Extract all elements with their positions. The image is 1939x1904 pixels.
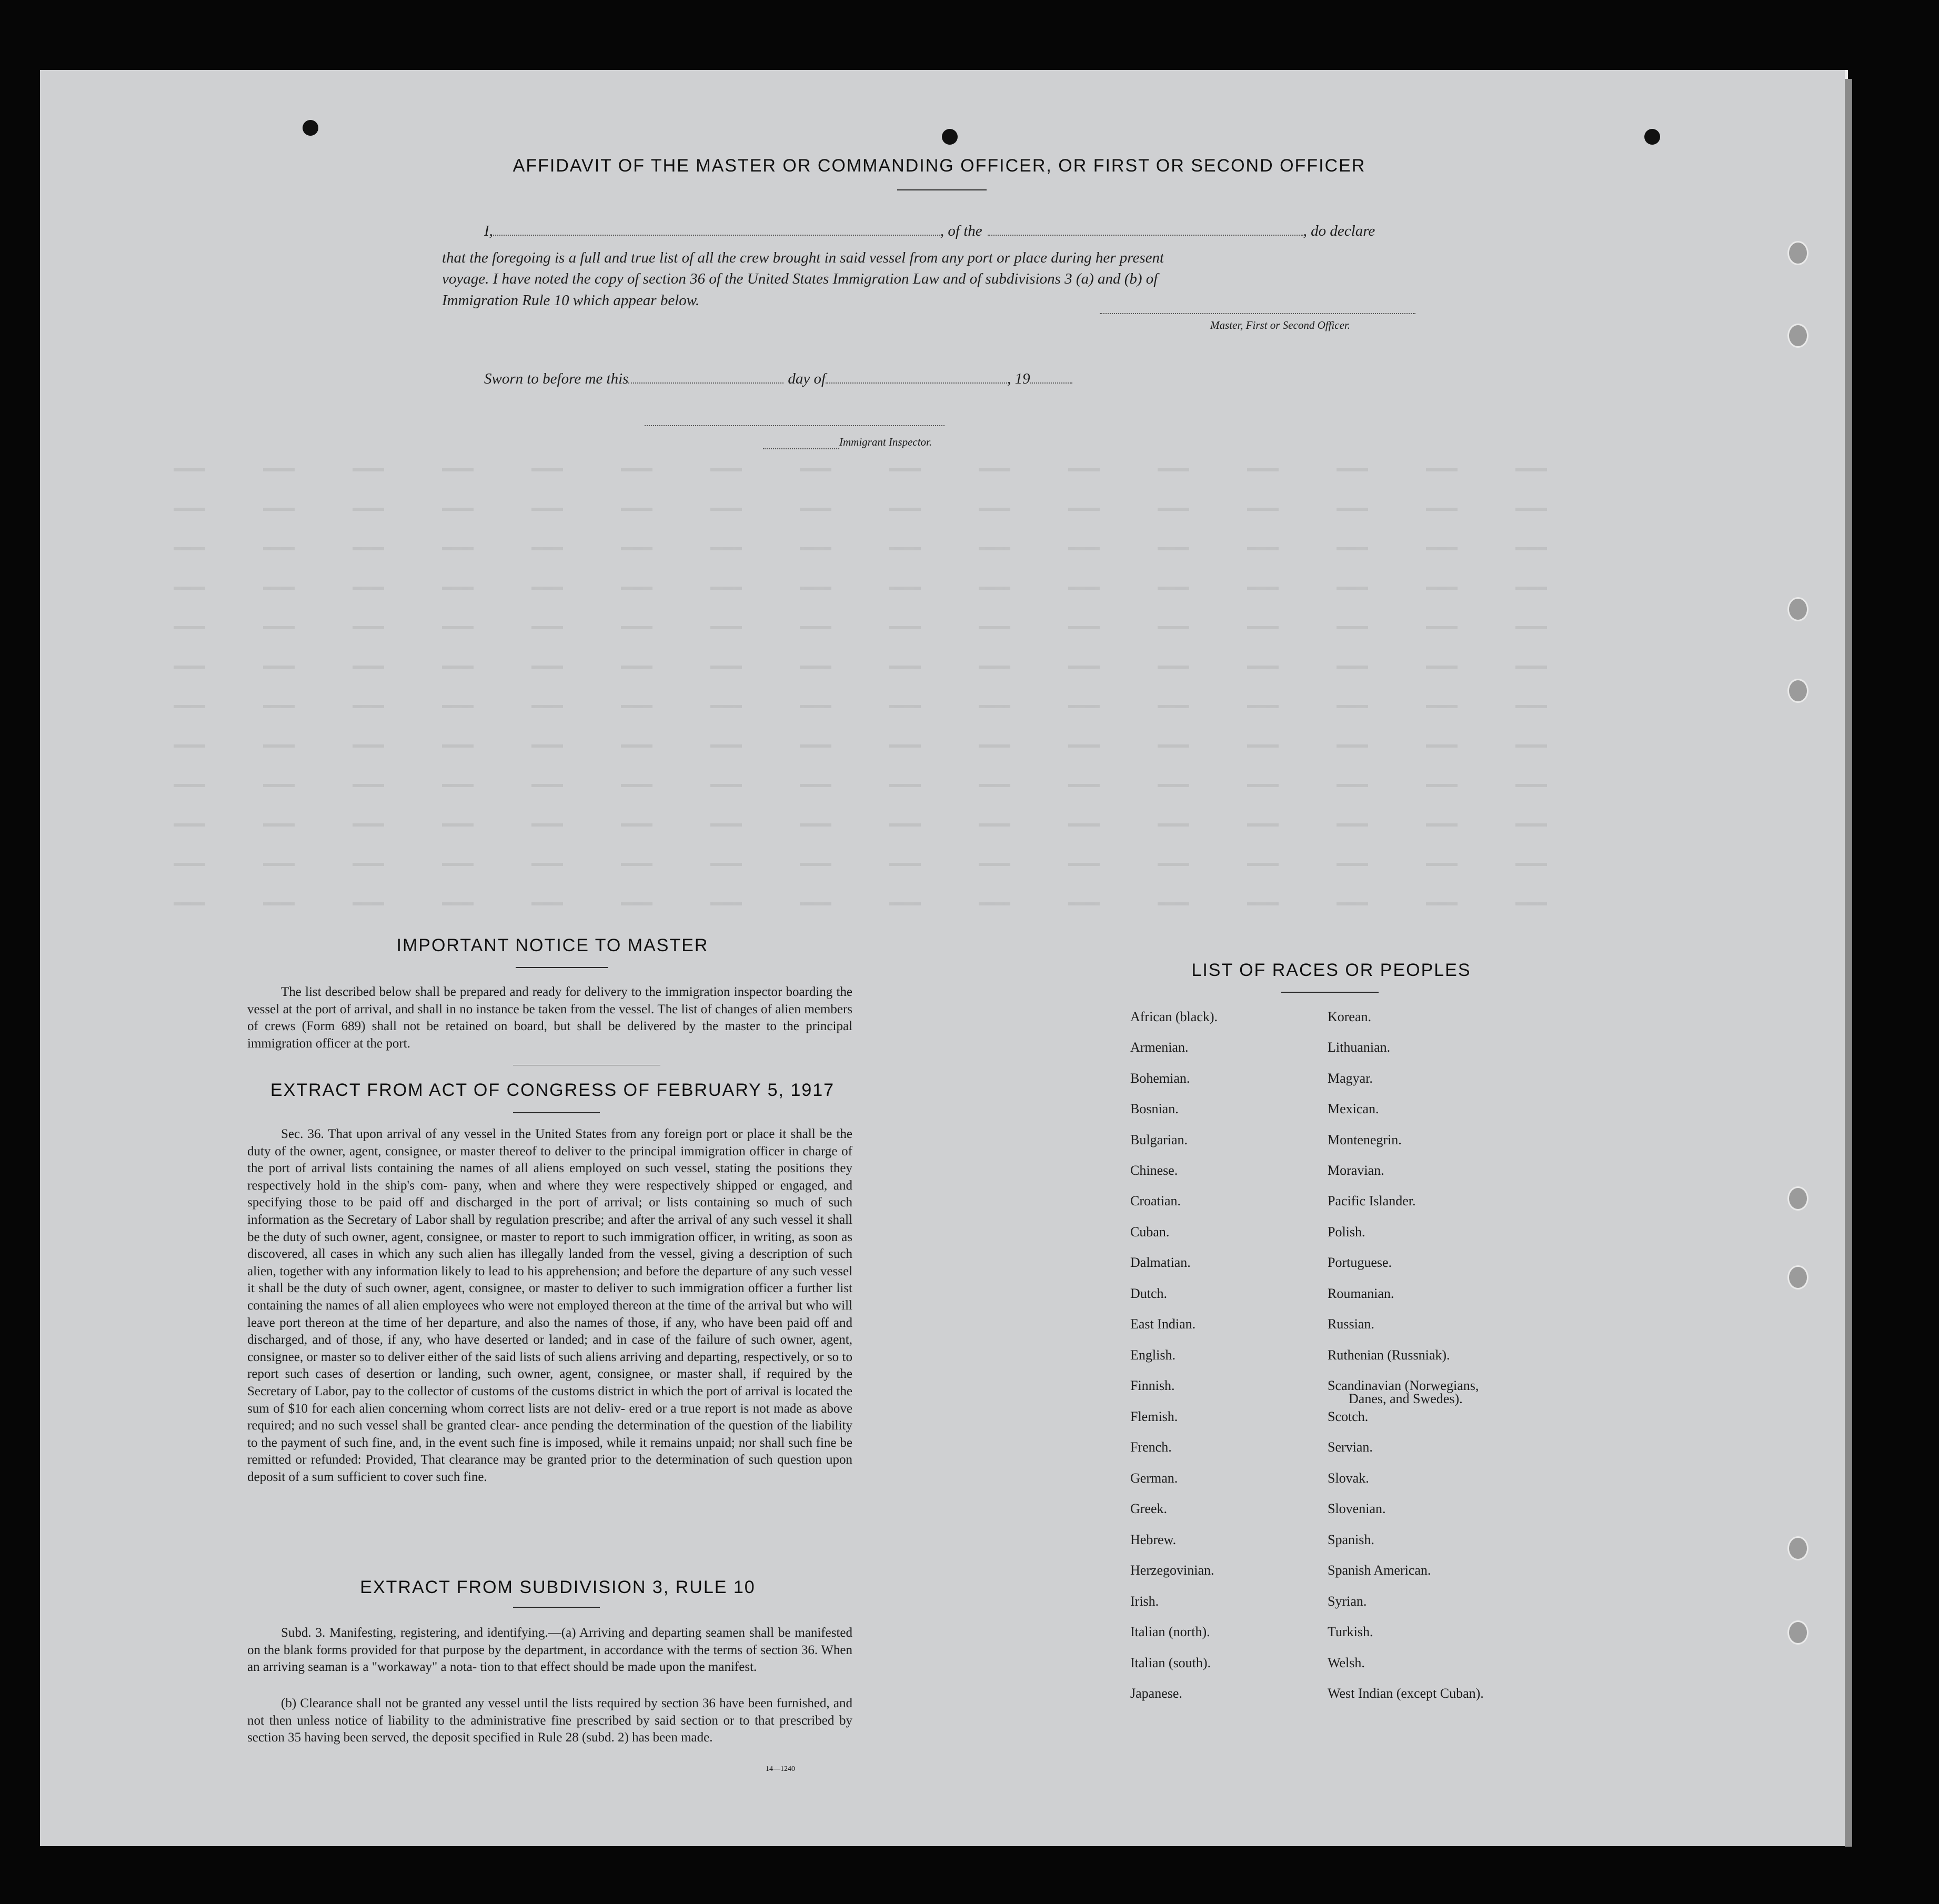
binder-ring	[1787, 1186, 1809, 1211]
races-title: LIST OF RACES OR PEOPLES	[1191, 960, 1471, 980]
race-item: Italian (south).	[1130, 1655, 1211, 1670]
race-item: Mexican.	[1328, 1101, 1379, 1116]
race-item: Cuban.	[1130, 1224, 1170, 1240]
race-item: Servian.	[1328, 1439, 1373, 1455]
title-underline	[897, 189, 987, 190]
race-item: Greek.	[1130, 1501, 1168, 1516]
signature-line	[1100, 313, 1415, 314]
race-item: English.	[1130, 1347, 1176, 1363]
race-item: Dalmatian.	[1130, 1255, 1191, 1270]
binder-ring	[1787, 597, 1809, 621]
sworn-prefix: Sworn to before me this	[484, 370, 629, 387]
race-item: Spanish American.	[1328, 1563, 1431, 1578]
race-item: Polish.	[1328, 1224, 1365, 1240]
race-item: Turkish.	[1328, 1624, 1373, 1639]
race-item: Bulgarian.	[1130, 1132, 1188, 1147]
race-item: Italian (north).	[1130, 1624, 1210, 1639]
race-item: Russian.	[1328, 1316, 1374, 1332]
affidavit-of-the: , of the	[940, 223, 982, 239]
race-item: Slovak.	[1328, 1470, 1369, 1486]
rule-title: EXTRACT FROM SUBDIVISION 3, RULE 10	[360, 1577, 756, 1597]
race-item: Pacific Islander.	[1328, 1193, 1416, 1208]
races-underline	[1281, 992, 1379, 993]
signature-label: Master, First or Second Officer.	[1210, 319, 1350, 331]
race-item: Welsh.	[1328, 1655, 1365, 1670]
race-item: Ruthenian (Russniak).	[1328, 1347, 1450, 1363]
race-item: French.	[1130, 1439, 1172, 1455]
race-item: Slovenian.	[1328, 1501, 1386, 1516]
punch-hole	[1644, 129, 1660, 145]
affidavit-do-declare: , do declare	[1303, 223, 1375, 239]
form-number: 14—1240	[766, 1765, 795, 1773]
rule-text-b: (b) Clearance shall not be granted any vessel until the lists required by section 36 have been furnished, and not then unless notice of liability to the administrative fine prescribed by said section or to that prescribed by section 35 having been served, the deposit specified in Rule 28 (subd. 2) has been made.	[247, 1696, 853, 1745]
punch-hole	[303, 120, 318, 136]
act-underline	[513, 1112, 600, 1113]
day-blank	[628, 382, 783, 384]
race-item: Flemish.	[1130, 1409, 1178, 1424]
binder-ring	[1787, 241, 1809, 265]
notice-underline	[516, 967, 608, 968]
race-item: Portuguese.	[1328, 1255, 1392, 1270]
year-blank	[1030, 382, 1072, 384]
race-item-continuation: Danes, and Swedes).	[1349, 1391, 1463, 1406]
race-item: Montenegrin.	[1328, 1132, 1402, 1147]
inspector-label: Immigrant Inspector.	[839, 436, 932, 448]
race-item: Magyar.	[1328, 1071, 1373, 1086]
page-edge-shadow	[1845, 79, 1852, 1847]
race-item: African (black).	[1130, 1009, 1218, 1024]
race-item: Korean.	[1328, 1009, 1372, 1024]
race-item: Bohemian.	[1130, 1071, 1190, 1086]
race-item: Scotch.	[1328, 1409, 1369, 1424]
race-item: Spanish.	[1328, 1532, 1374, 1547]
binder-ring	[1787, 679, 1809, 703]
binder-ring	[1787, 324, 1809, 348]
race-item: Scandinavian (Norwegians,	[1328, 1378, 1479, 1393]
notice-text: The list described below shall be prepared and ready for delivery to the immigration inspector boarding the vessel at the port of arrival, and shall in no instance be taken from the vessel. The list of changes of alien members of crews (Form 689) shall not be retained on board, but shall be delivered by the master to the principal immigration officer at the port.	[247, 985, 853, 1051]
act-title: EXTRACT FROM ACT OF CONGRESS OF FEBRUARY 5, 1917	[270, 1080, 835, 1100]
race-item: Bosnian.	[1130, 1101, 1179, 1116]
race-item: Lithuanian.	[1328, 1040, 1391, 1055]
act-text: Sec. 36. That upon arrival of any vessel in the United States from any foreign port or place it shall be the duty of the owner, agent, consignee, or master thereof to deliver to the principal immigration officer in charge of the port of arrival lists containing the names of all aliens employed on such vessel, stating the positions they respectively hold in the ship's com- pany, when and where they were respectively shipped or engaged, and specifying those to be paid off and discharged in the port of arrival; or lists containing so much of such information as the Secretary of Labor shall by regulation prescribe; and after the arrival of any such vessel it shall be the duty of such owner, agent, consignee, or master to report to such immigration officer, in writing, as soon as discovered, all cases in which any such alien has illegally landed from the vessel, giving a description of such alien, together with any information likely to lead to his apprehension; and before the departure of any such vessel it shall be the duty of such owner, agent, consignee, or master to deliver to such immigration officer a further list containing the names of all alien employees who were not employed thereon at the time of the arrival but who will leave port thereon at the time of her departure, and also the names of those, if any, who have been paid off and discharged, and of those, if any, who have deserted or landed; and in case of the failure of such owner, agent, consignee, or master so to deliver either of the said lists of such aliens arriving and departing, respectively, or so to report such cases of desertion or landing, such owner, agent, consignee, or master shall, if required by the Secretary of Labor, pay to the collector of customs of the customs district in which the port of arrival is located the sum of $10 for each alien concerning whom correct lists are not deliv- ered or a true report is not made as above required; and no such vessel shall be granted clear- ance pending the determination of the question of the liability to the payment of such fine, and, in the event such fine is imposed, while it remains unpaid; nor shall such fine be remitted or refunded: Provided, That clearance may be granted prior to the determination of such question upon deposit of a sum sufficient to cover such fine.	[247, 1127, 853, 1484]
rule-text-a: Subd. 3. Manifesting, registering, and identifying.—(a) Arriving and departing seamen shall be manifested on the blank forms provided for that purpose by the department, in accordance with the terms of section 36. When an arriving seaman is a "workaway" a nota- tion to that effect should be made upon the manifest.	[247, 1626, 853, 1675]
race-item: Herzegovinian.	[1130, 1563, 1214, 1578]
vessel-blank	[988, 235, 1303, 236]
notice-title: IMPORTANT NOTICE TO MASTER	[396, 935, 709, 955]
race-item: Chinese.	[1130, 1163, 1178, 1178]
sworn-line	[484, 370, 1072, 388]
punch-hole	[942, 129, 958, 145]
race-item: Croatian.	[1130, 1193, 1181, 1208]
inspector-signature-line	[645, 425, 945, 426]
binder-ring	[1787, 1620, 1809, 1645]
sworn-year: , 19	[1007, 370, 1030, 387]
affidavit-title: AFFIDAVIT OF THE MASTER OR COMMANDING OFFICER, OR FIRST OR SECOND OFFICER	[513, 156, 1366, 176]
race-item: Moravian.	[1328, 1163, 1384, 1178]
affidavit-line-1	[484, 223, 1375, 240]
race-item: Dutch.	[1130, 1286, 1168, 1301]
name-blank	[493, 235, 940, 236]
affidavit-line-2: that the foregoing is a full and true list of all the crew brought in said vessel from any port or place during her present	[442, 249, 1164, 266]
race-item: East Indian.	[1130, 1316, 1196, 1332]
rule-underline	[513, 1607, 600, 1608]
race-item: West Indian (except Cuban).	[1328, 1686, 1484, 1701]
race-item: German.	[1130, 1470, 1178, 1486]
race-item: Japanese.	[1130, 1686, 1182, 1701]
race-item: Irish.	[1130, 1594, 1159, 1609]
race-item: Finnish.	[1130, 1378, 1175, 1393]
race-item: Syrian.	[1328, 1594, 1367, 1609]
binder-ring	[1787, 1265, 1809, 1290]
affidavit-line-4: Immigration Rule 10 which appear below.	[442, 292, 700, 309]
affidavit-i: I,	[484, 223, 493, 239]
month-blank	[826, 382, 1007, 384]
race-item: Roumanian.	[1328, 1286, 1394, 1301]
sworn-day-of: day of	[788, 370, 826, 387]
binder-ring	[1787, 1536, 1809, 1560]
race-item: Hebrew.	[1130, 1532, 1177, 1547]
inspector-short-line	[763, 448, 839, 449]
race-item: Armenian.	[1130, 1040, 1189, 1055]
affidavit-line-3: voyage. I have noted the copy of section 36 of the United States Immigration Law and of subdivisions 3 (a) and (b) of	[442, 270, 1158, 287]
